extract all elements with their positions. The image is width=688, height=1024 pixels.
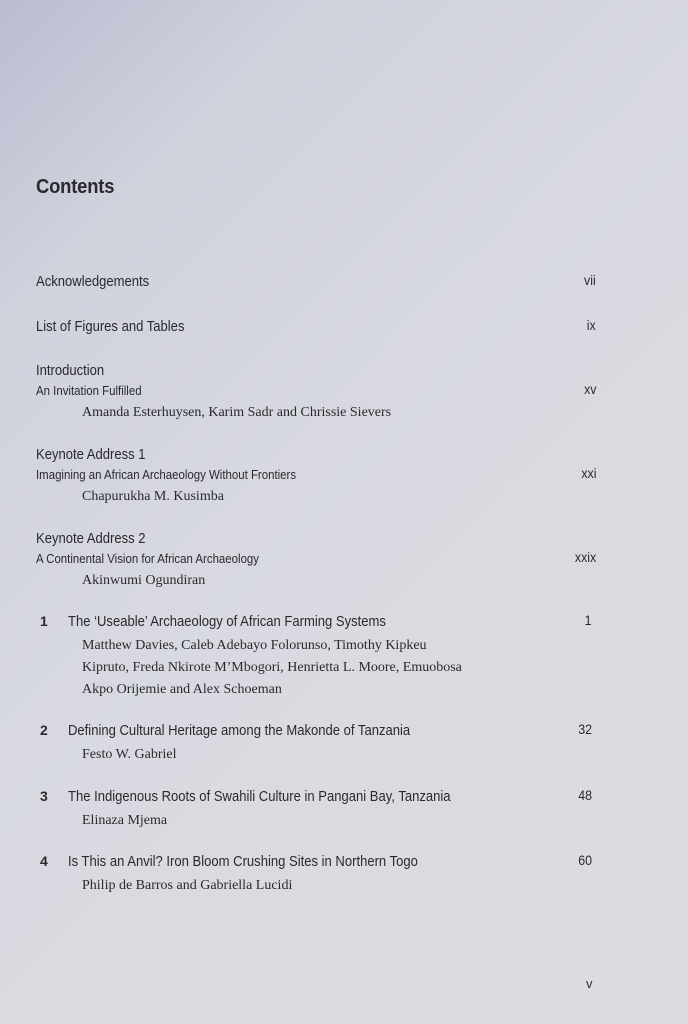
author-line: Akpo Orijemie and Alex Schoeman: [82, 682, 282, 697]
chapter-title: The ‘Useable’ Archaeology of African Farming Systems: [68, 614, 386, 630]
entry-page: 1: [585, 613, 592, 628]
toc-entry-introduction[interactable]: [36, 362, 596, 424]
entry-authors: [40, 744, 592, 766]
entry-authors: Chapurukha M. Kusimba: [82, 489, 224, 504]
author-line: Elinaza Mjema: [82, 813, 168, 828]
chapter-number: 3: [40, 788, 48, 804]
chapter-title: Defining Cultural Heritage among the Makonde of Tanzania: [68, 723, 411, 739]
chapter-title: The Indigenous Roots of Swahili Culture in Pangani Bay, Tanzania: [68, 789, 451, 805]
author-line: Kipruto, Freda Nkirote M’Mbogori, Henrietta L. Moore, Emuobosa: [82, 660, 462, 675]
entry-page: xxi: [580, 466, 596, 481]
entry-page: ix: [587, 318, 596, 333]
entry-page: xxix: [574, 550, 596, 565]
entry-subtitle: Imagining an African Archaeology Without Frontiers: [36, 467, 297, 482]
entry-heading: Keynote Address 2: [36, 531, 146, 547]
toc-entry-chapter-1[interactable]: [40, 613, 592, 701]
entry-page: xv: [583, 382, 596, 397]
entry-authors: [40, 635, 592, 701]
entry-authors: Amanda Esterhuysen, Karim Sadr and Chrissie Sievers: [82, 405, 392, 420]
author-line: Philip de Barros and Gabriella Lucidi: [82, 878, 293, 893]
entry-heading: Introduction: [36, 363, 105, 379]
toc-entry-chapter-3[interactable]: [40, 788, 592, 832]
entry-authors: Akinwumi Ogundiran: [82, 573, 206, 588]
entry-authors: [40, 810, 592, 832]
toc-entry-keynote-2[interactable]: [36, 530, 596, 592]
entry-page: 48: [578, 788, 592, 803]
entry-subtitle: A Continental Vision for African Archaeology: [36, 551, 260, 566]
chapter-number: 2: [40, 722, 48, 738]
entry-label: List of Figures and Tables: [36, 319, 185, 335]
entry-label: Acknowledgements: [36, 274, 150, 290]
entry-authors: [40, 875, 592, 897]
entry-heading: Keynote Address 1: [36, 447, 146, 463]
chapter-number: 1: [40, 613, 48, 629]
toc-entry-acknowledgements[interactable]: [36, 273, 596, 293]
chapter-title: Is This an Anvil? Iron Bloom Crushing Sites in Northern Togo: [68, 854, 418, 870]
toc-entry-chapter-4[interactable]: [40, 853, 592, 897]
toc-entry-keynote-1[interactable]: [36, 446, 596, 508]
page-number: v: [586, 976, 593, 991]
toc-entry-figures-tables[interactable]: [36, 318, 596, 338]
author-line: Matthew Davies, Caleb Adebayo Folorunso, Timothy Kipkeu: [82, 638, 427, 653]
entry-page: 60: [578, 853, 592, 868]
chapter-number: 4: [40, 853, 48, 869]
entry-subtitle: An Invitation Fulfilled: [36, 383, 142, 398]
entry-page: vii: [584, 273, 596, 288]
page-title: Contents: [36, 176, 115, 198]
author-line: Festo W. Gabriel: [82, 747, 177, 762]
toc-entry-chapter-2[interactable]: [40, 722, 592, 766]
entry-page: 32: [578, 722, 592, 737]
